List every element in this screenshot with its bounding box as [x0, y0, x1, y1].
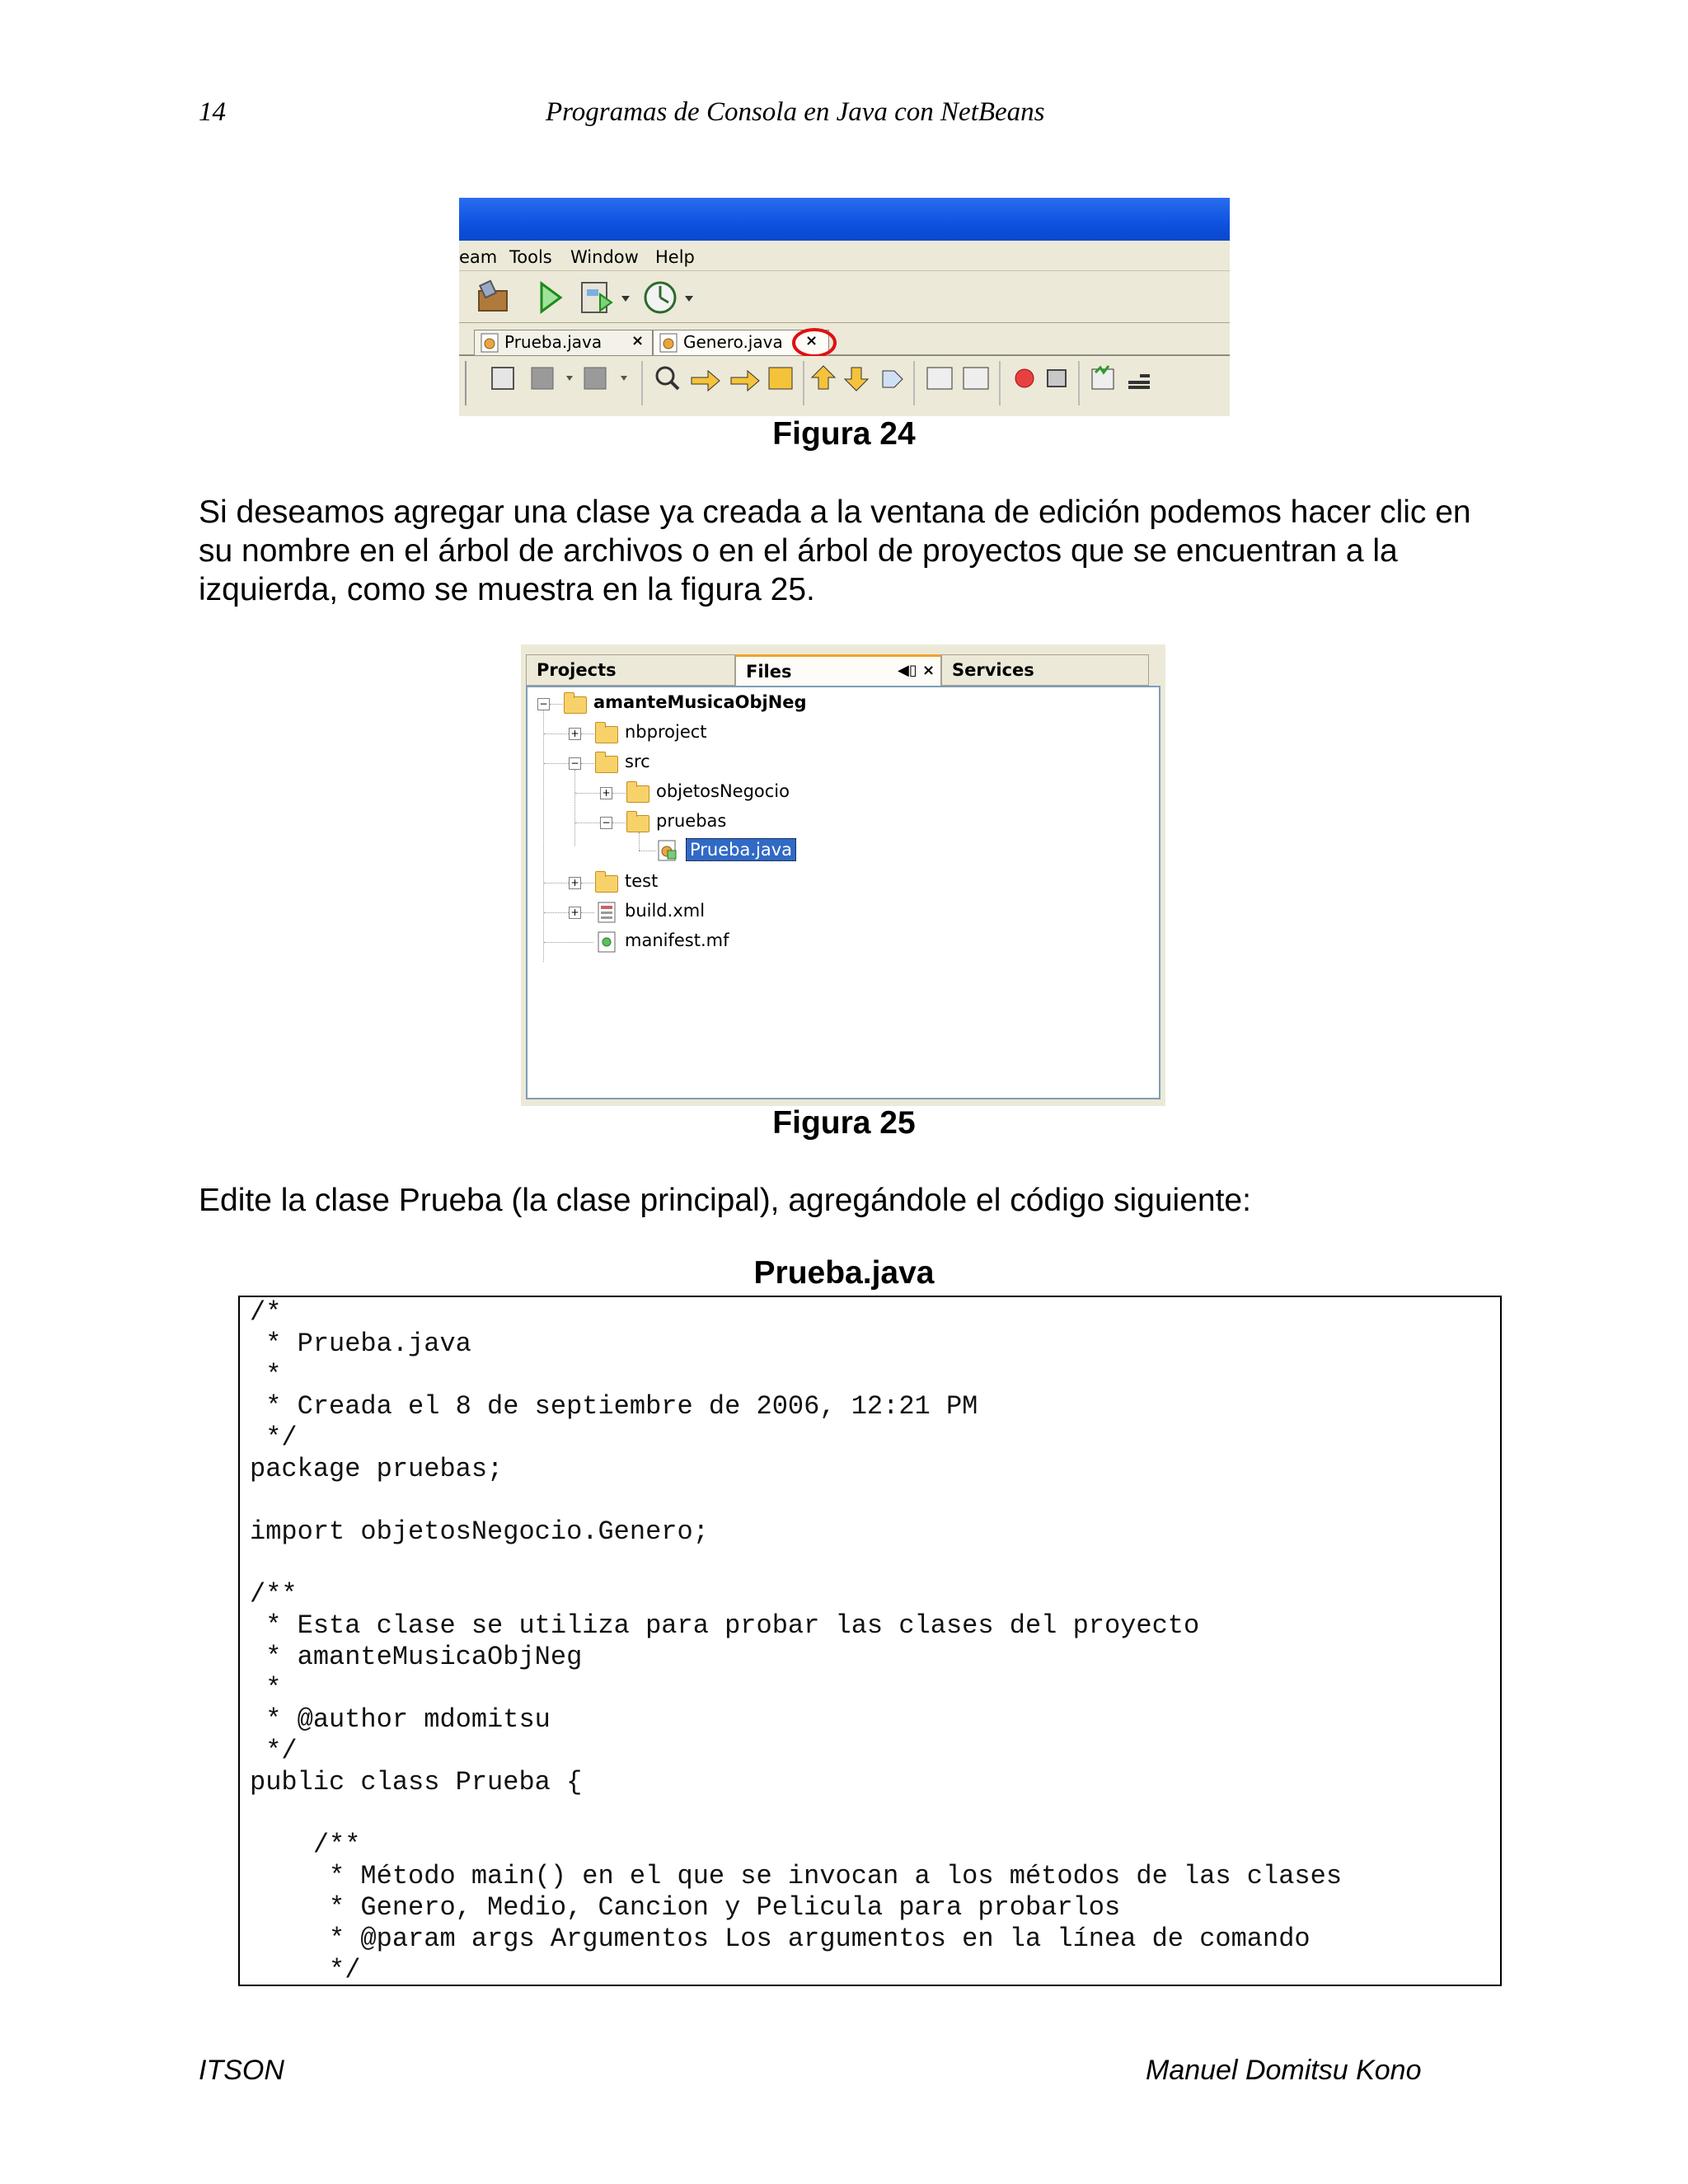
tree-item-nbproject[interactable]: nbproject	[625, 722, 707, 742]
menu-help[interactable]: Help	[655, 247, 695, 267]
tree-item-manifest-mf[interactable]: manifest.mf	[625, 930, 729, 950]
folder-icon	[595, 756, 618, 773]
tree-item-build-xml[interactable]: build.xml	[625, 901, 706, 921]
file-tree-panel	[526, 686, 1160, 1099]
main-toolbar	[459, 271, 1230, 324]
footer-author: Manuel Domitsu Kono	[1146, 2055, 1422, 2086]
menu-tools[interactable]: Tools	[509, 247, 552, 267]
run-icon[interactable]	[537, 281, 564, 314]
profile-icon[interactable]	[642, 278, 700, 317]
minimize-close-controls[interactable]: ◀▯ ×	[898, 662, 935, 679]
tab-prueba-java[interactable]	[474, 330, 653, 355]
figure-25-caption: Figura 25	[772, 1105, 916, 1141]
folder-icon	[595, 875, 618, 893]
expand-toggle[interactable]: +	[569, 728, 581, 740]
folder-icon	[564, 696, 587, 714]
tree-item-src[interactable]: src	[625, 752, 650, 771]
paragraph-edit-class: Edite la clase Prueba (la clase principal), agregándole el código siguiente:	[199, 1183, 1251, 1218]
figure-24-caption: Figura 24	[772, 416, 916, 452]
code-listing-title: Prueba.java	[753, 1255, 935, 1291]
tab-projects[interactable]: Projects	[526, 654, 735, 686]
collapse-toggle[interactable]: −	[600, 817, 612, 829]
code-listing-text: /* * Prueba.java * * Creada el 8 de septiembre de 2006, 12:21 PM */ package pruebas; import objetosNegocio.Genero; /** * Esta clase se utiliza para probar las clases del proyecto * amanteMusicaObjNeg * * @author mdomitsu */ public class Prueba { /** * Método main() en el que se invocan a los métodos de las clases * Genero, Medio, Cancion y Pelicula para probarlos * @param args Argumentos Los argumentos en la línea de comando */	[250, 1297, 1343, 1985]
collapse-toggle[interactable]: −	[569, 757, 581, 770]
window-titlebar	[459, 198, 1230, 241]
folder-icon	[626, 785, 649, 803]
close-tab-icon[interactable]: ×	[631, 332, 645, 349]
highlight-circle	[787, 323, 845, 359]
figure-24-netbeans-toolbar	[459, 198, 1230, 416]
editor-tab-bar	[459, 323, 1230, 356]
build-project-icon[interactable]	[474, 279, 515, 316]
tab-label: Prueba.java	[504, 332, 603, 352]
tab-files[interactable]: Files ◀▯ ×	[735, 654, 941, 687]
expand-toggle[interactable]: +	[600, 787, 612, 799]
java-class-icon	[656, 839, 679, 862]
collapse-toggle[interactable]: −	[537, 698, 550, 710]
tree-root-amantemusicaobjneg[interactable]: amanteMusicaObjNeg	[593, 692, 807, 712]
page-number: 14	[199, 97, 226, 127]
editor-toolbar-icons[interactable]	[459, 356, 1230, 410]
tree-item-objetosnegocio[interactable]: objetosNegocio	[656, 781, 790, 801]
menu-team[interactable]: eam	[459, 247, 498, 267]
manifest-file-icon	[597, 930, 618, 954]
tab-services[interactable]: Services	[941, 654, 1149, 686]
folder-icon	[595, 726, 618, 743]
editor-toolbar	[459, 356, 1230, 410]
running-title: Programas de Consola en Java con NetBeans	[546, 97, 1045, 127]
ant-build-file-icon	[597, 901, 618, 924]
expand-toggle[interactable]: +	[569, 907, 581, 919]
menu-window[interactable]: Window	[570, 247, 639, 267]
tree-item-pruebas[interactable]: pruebas	[656, 811, 727, 831]
tree-item-test[interactable]: test	[625, 871, 659, 891]
expand-toggle[interactable]: +	[569, 877, 581, 889]
folder-icon	[626, 815, 649, 832]
debug-icon[interactable]	[579, 279, 636, 316]
java-class-icon	[480, 332, 501, 354]
code-listing-box	[238, 1296, 1502, 1986]
tree-item-prueba-java-selected[interactable]: Prueba.java	[686, 838, 796, 861]
tab-label: Genero.java	[683, 332, 783, 352]
footer-institution: ITSON	[199, 2055, 284, 2086]
figure-25-files-panel	[521, 644, 1165, 1106]
java-class-icon	[659, 332, 680, 354]
close-tab-icon[interactable]: ×	[805, 332, 818, 349]
menu-bar	[459, 241, 1230, 271]
paragraph-instructions: Si deseamos agregar una clase ya creada a la ventana de edición podemos hacer clic en su nombre en el árbol de archivos o en el árbol de proyectos que se encuentran a la izquierda, como se muestra en la figura 25.	[199, 494, 1471, 607]
